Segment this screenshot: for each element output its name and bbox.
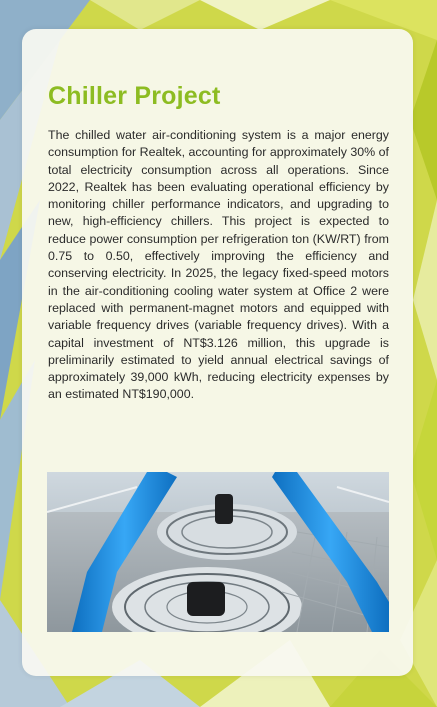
page-title: Chiller Project: [48, 82, 221, 110]
chiller-photo: [47, 472, 389, 632]
body-paragraph: The chilled water air-conditioning system is a major energy consumption for Realtek, accounting for approximately 30% of total electricity consumption across all operations. Since 2022, Realtek has been evaluating operational efficiency by monitoring chiller performance indicators, and upgrading to new, high-efficiency chillers. This project is expected to reduce power consumption per refrigeration ton (KW/RT) from 0.75 to 0.50, effectively improving the efficiency and conserving electricity. In 2025, the legacy fixed-speed motors in the air-conditioning cooling water system at Office 2 were replaced with permanent-magnet motors and equipped with variable frequency drives (variable frequency drives). With a capital investment of NT$3.126 million, this upgrade is preliminarily estimated to yield annual electrical savings of approximately 39,000 kWh, reducing electricity expenses by an estimated NT$190,000.: [48, 128, 389, 402]
